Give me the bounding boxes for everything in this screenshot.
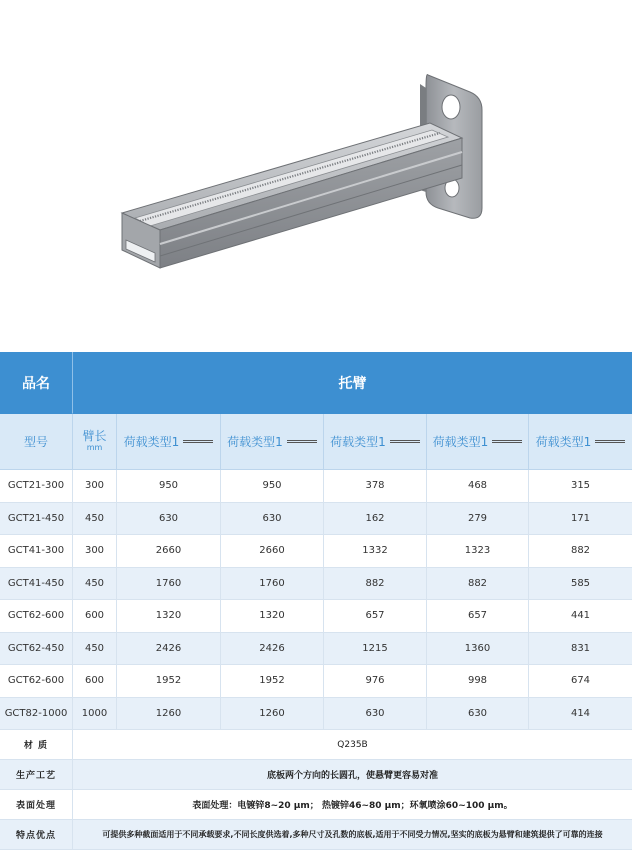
col-load-type-5 — [529, 414, 632, 470]
load-type-label: 荷载类型1 — [535, 435, 592, 449]
load-cell: 279 — [427, 503, 529, 536]
load-cell: 882 — [427, 568, 529, 601]
load-cell: 882 — [529, 535, 632, 568]
material-value: Q235B — [73, 730, 632, 760]
load-diagram-icon — [287, 439, 317, 444]
table-row — [0, 535, 632, 568]
model-cell: GCT21-450 — [0, 503, 73, 536]
table-row — [0, 633, 632, 666]
material-label: 材 质 — [0, 730, 73, 760]
load-cell: 585 — [529, 568, 632, 601]
col-load-type-3 — [324, 414, 427, 470]
col-arm-length — [73, 414, 117, 470]
model-cell: GCT21-300 — [0, 470, 73, 503]
table-row — [0, 600, 632, 633]
load-cell: 630 — [427, 698, 529, 731]
load-cell: 468 — [427, 470, 529, 503]
load-cell: 2660 — [221, 535, 324, 568]
load-cell: 630 — [324, 698, 427, 731]
table-row — [0, 568, 632, 601]
col-load-type-2 — [221, 414, 324, 470]
process-label: 生产工艺 — [0, 760, 73, 790]
surface-value: 表面处理：电镀锌8~20 μm； 热镀锌46~80 μm；环氧喷涂60~100 μm。 — [73, 790, 632, 820]
load-cell: 1760 — [117, 568, 221, 601]
load-cell: 630 — [221, 503, 324, 536]
load-cell: 1323 — [427, 535, 529, 568]
features-label: 特点优点 — [0, 820, 73, 850]
load-cell: 1320 — [221, 600, 324, 633]
arm-length-cell: 300 — [73, 535, 117, 568]
load-cell: 441 — [529, 600, 632, 633]
load-cell: 630 — [117, 503, 221, 536]
load-cell: 315 — [529, 470, 632, 503]
load-type-label: 荷载类型1 — [330, 435, 386, 449]
arm-length-cell: 450 — [73, 568, 117, 601]
load-cell: 2426 — [117, 633, 221, 666]
load-cell: 1320 — [117, 600, 221, 633]
col-load-type-4 — [427, 414, 529, 470]
spec-table — [0, 352, 632, 850]
load-cell: 657 — [324, 600, 427, 633]
load-diagram-icon — [183, 439, 213, 444]
process-value: 底板两个方向的长圆孔，使悬臂更容易对准 — [73, 760, 632, 790]
load-type-label: 荷载类型1 — [123, 435, 180, 449]
arm-length-cell: 300 — [73, 470, 117, 503]
arm-length-cell: 450 — [73, 633, 117, 666]
arm-length-cell: 600 — [73, 600, 117, 633]
arm-length-cell: 1000 — [73, 698, 117, 731]
arm-length-cell: 600 — [73, 665, 117, 698]
load-cell: 414 — [529, 698, 632, 731]
arm-length-unit: mm — [86, 442, 103, 452]
model-cell: GCT41-300 — [0, 535, 73, 568]
load-cell: 882 — [324, 568, 427, 601]
model-cell: GCT62-600 — [0, 665, 73, 698]
surface-label: 表面处理 — [0, 790, 73, 820]
table-row — [0, 698, 632, 731]
load-cell: 950 — [221, 470, 324, 503]
features-value: 可提供多种截面适用于不同承载要求,不同长度供选着,多种尺寸及孔数的底板,适用于不同受力情况,坚实的底板为悬臂和建筑提供了可靠的连接 — [73, 820, 632, 850]
material-row — [0, 730, 632, 760]
model-cell: GCT82-1000 — [0, 698, 73, 731]
load-cell: 831 — [529, 633, 632, 666]
column-header-row — [0, 414, 632, 470]
load-cell: 162 — [324, 503, 427, 536]
features-row — [0, 820, 632, 850]
load-cell: 171 — [529, 503, 632, 536]
load-cell: 998 — [427, 665, 529, 698]
load-diagram-icon — [390, 439, 420, 444]
load-cell: 2660 — [117, 535, 221, 568]
load-cell: 1952 — [221, 665, 324, 698]
load-diagram-icon — [492, 439, 522, 444]
process-row — [0, 760, 632, 790]
load-cell: 1260 — [117, 698, 221, 731]
load-cell: 1332 — [324, 535, 427, 568]
load-cell: 1952 — [117, 665, 221, 698]
load-cell: 950 — [117, 470, 221, 503]
load-cell: 674 — [529, 665, 632, 698]
product-name-label: 品名 — [0, 352, 73, 414]
table-row — [0, 503, 632, 536]
load-type-label: 荷载类型1 — [227, 435, 283, 449]
model-cell: GCT62-600 — [0, 600, 73, 633]
table-header-row — [0, 352, 632, 414]
load-cell: 2426 — [221, 633, 324, 666]
model-cell: GCT41-450 — [0, 568, 73, 601]
col-model: 型号 — [0, 414, 73, 470]
load-cell: 657 — [427, 600, 529, 633]
model-cell: GCT62-450 — [0, 633, 73, 666]
load-cell: 1360 — [427, 633, 529, 666]
table-row — [0, 665, 632, 698]
category-title: 托臂 — [73, 352, 632, 414]
surface-row — [0, 790, 632, 820]
table-row — [0, 470, 632, 503]
col-load-type-1 — [117, 414, 221, 470]
load-cell: 976 — [324, 665, 427, 698]
arm-length-label: 臂长 — [82, 428, 107, 443]
arm-length-cell: 450 — [73, 503, 117, 536]
load-diagram-icon — [595, 439, 625, 444]
load-cell: 378 — [324, 470, 427, 503]
load-type-label: 荷载类型1 — [432, 435, 489, 449]
load-cell: 1215 — [324, 633, 427, 666]
load-cell: 1260 — [221, 698, 324, 731]
cantilever-bracket-image — [0, 0, 632, 352]
load-cell: 1760 — [221, 568, 324, 601]
